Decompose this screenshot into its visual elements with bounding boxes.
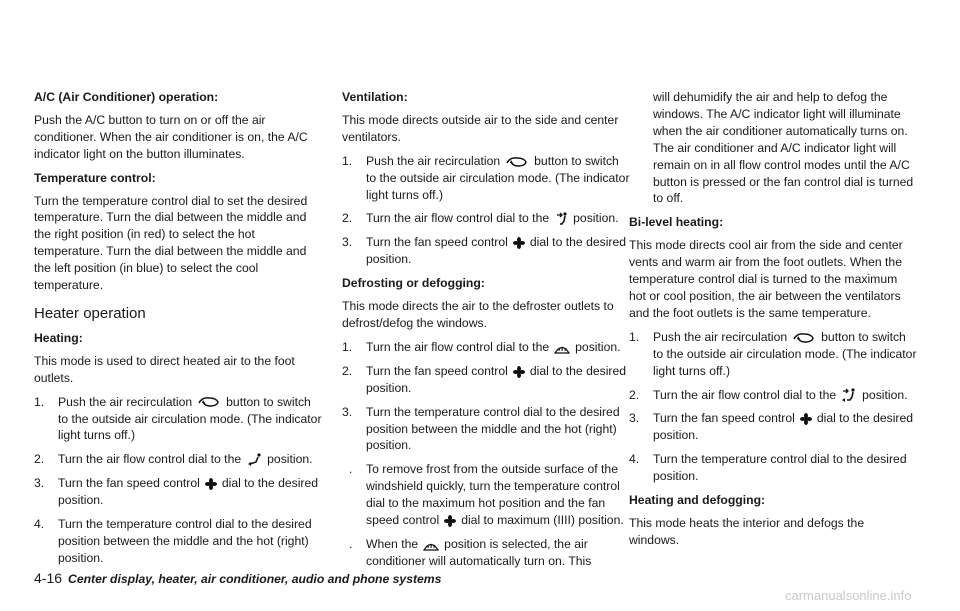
heating-step-4 — [34, 516, 322, 567]
step-number: 2. — [342, 363, 353, 378]
heating-step-3 — [34, 475, 322, 509]
step-text: button to switch to the outside air circulation mode. (The indicator light turns off.) — [366, 153, 630, 202]
step-number: 1. — [342, 153, 353, 168]
foot-mode-icon — [246, 453, 262, 467]
fan-icon — [205, 478, 217, 490]
step-text: dial to the desired position. — [58, 476, 319, 508]
fan-icon — [444, 515, 456, 527]
step-text: Push the air recirculation — [58, 394, 193, 409]
step-number: 1. — [34, 394, 45, 409]
note-text: When the — [366, 536, 419, 551]
ventilation-heading: Ventilation: — [342, 90, 408, 104]
ventilation-paragraph: This mode directs outside air to the side and center ventilators. — [342, 112, 619, 144]
step-number: 3. — [342, 235, 353, 250]
step-text: Turn the air flow control dial to the — [366, 211, 550, 226]
step-text: dial to the desired position. — [366, 363, 627, 395]
step-text: Push the air recirculation — [653, 329, 788, 344]
heating-paragraph: This mode is used to direct heated air to the foot outlets. — [34, 353, 295, 385]
middle-column — [342, 0, 630, 570]
step-text: position. — [862, 387, 908, 402]
defrosting-paragraph: This mode directs the air to the defroster outlets to defrost/defog the windows. — [342, 299, 614, 330]
defrosting-heading: Defrosting or defogging: — [342, 276, 485, 291]
note-text: will dehumidify the air and help to defog the windows. The A/C indicator light will illuminate when the air conditioner automatically turns on. The air conditioner and A/C indicator light will remain on in all flow control modes until the A/C button is pressed or the fan control dial is turned to off. — [653, 90, 914, 206]
step-text: Turn the fan speed control — [366, 235, 508, 250]
right-column — [629, 0, 917, 549]
bi-level-step-3 — [629, 410, 917, 444]
step-number: 2. — [342, 211, 353, 226]
recirculation-icon — [197, 396, 221, 408]
bi-level-heading: Bi-level heating: — [629, 215, 724, 230]
ventilation-step-2 — [342, 210, 630, 227]
bullet: . — [349, 462, 353, 477]
ventilation-step-1 — [342, 153, 630, 204]
step-text: dial to the desired position. — [653, 411, 914, 443]
defrost-step-1 — [342, 339, 630, 356]
step-number: 2. — [34, 452, 45, 467]
step-number: 1. — [342, 339, 353, 354]
bi-level-icon — [841, 388, 857, 402]
heater-operation-heading: Heater operation — [34, 304, 146, 322]
heating-step-1 — [34, 394, 322, 445]
recirculation-icon — [792, 332, 816, 344]
defrost-icon — [554, 342, 570, 354]
step-text: Turn the air flow control dial to the — [653, 387, 837, 402]
section-title: Center display, heater, air conditioner, audio and phone systems — [68, 572, 442, 586]
defrost-note-2 — [342, 536, 630, 570]
note-text: position is selected, the air conditioner will automatically turn on. This — [366, 536, 592, 568]
step-number: 3. — [342, 404, 353, 419]
ac-heading: A/C (Air Conditioner) operation: — [34, 90, 219, 104]
step-number: 1. — [629, 329, 640, 344]
step-text: Turn the fan speed control — [653, 411, 795, 426]
bullet: . — [349, 536, 353, 551]
heating-defogging-paragraph: This mode heats the interior and defogs the windows. — [629, 515, 865, 547]
step-number: 2. — [629, 387, 640, 402]
page-footer — [34, 570, 441, 586]
step-text: Turn the fan speed control — [58, 476, 200, 491]
step-number: 3. — [34, 476, 45, 491]
watermark: carmanualsonline.info — [785, 588, 912, 603]
step-text: Turn the air flow control dial to the — [58, 452, 242, 467]
step-text: Push the air recirculation — [366, 153, 501, 168]
fan-icon — [800, 413, 812, 425]
defrost-step-2 — [342, 363, 630, 397]
bi-level-paragraph: This mode directs cool air from the side and center vents and warm air from the foot outlets. When the temperature control dial is turned to the maximum hot or cool position, the air between the ventilators and the foot outlets is the same temperature. — [629, 238, 903, 320]
step-text: button to switch to the outside air circulation mode. (The indicator light turns off.) — [58, 394, 322, 443]
temperature-heading: Temperature control: — [34, 170, 156, 185]
step-text: Turn the temperature control dial to the desired position. — [653, 452, 907, 484]
step-text: dial to the desired position. — [366, 235, 627, 267]
step-number: 3. — [629, 411, 640, 426]
recirculation-icon — [505, 156, 529, 168]
heating-defogging-heading: Heating and defogging: — [629, 493, 766, 508]
heating-heading: Heating: — [34, 330, 83, 345]
step-text: position. — [267, 452, 313, 467]
heating-step-2 — [34, 451, 322, 468]
defrost-icon — [423, 539, 439, 551]
temperature-paragraph: Turn the temperature control dial to set the desired temperature. Turn the dial between the middle and the right position (in red) to select the hot temperature. Turn the dial between the middle and the left position (in blue) to select the cool temperature. — [34, 193, 308, 293]
step-number: 4. — [34, 517, 45, 532]
bi-level-step-2 — [629, 387, 917, 404]
ac-paragraph: Push the A/C button to turn on or off the air conditioner. When the air conditioner is on, the A/C indicator light on the button illuminates. — [34, 112, 308, 161]
defrost-step-3 — [342, 404, 630, 455]
step-number: 4. — [629, 452, 640, 467]
step-text: button to switch to the outside air circulation mode. (The indicator light turns off.) — [653, 329, 917, 378]
page-number: 4-16 — [34, 570, 63, 586]
note-text: To remove frost from the outside surface of the windshield quickly, turn the temperature control dial to the maximum hot position and the fan speed control — [366, 462, 620, 528]
step-text: Turn the temperature control dial to the desired position between the middle and the hot (right) position. — [366, 404, 620, 453]
left-column — [34, 0, 322, 567]
defrost-note-1 — [342, 461, 630, 529]
step-text: position. — [575, 339, 621, 354]
bi-level-step-4 — [629, 451, 917, 485]
step-text: Turn the fan speed control — [366, 363, 508, 378]
fan-icon — [513, 237, 525, 249]
bi-level-step-1 — [629, 329, 917, 380]
fan-icon — [513, 366, 525, 378]
ventilation-step-3 — [342, 234, 630, 268]
vent-mode-icon — [554, 212, 568, 226]
note-text: dial to maximum (IIII) position. — [461, 513, 624, 528]
step-text: Turn the temperature control dial to the desired position between the middle and the hot (right) position. — [58, 517, 312, 565]
step-text: position. — [573, 211, 619, 226]
step-text: Turn the air flow control dial to the — [366, 339, 550, 354]
continued-note — [629, 89, 917, 207]
